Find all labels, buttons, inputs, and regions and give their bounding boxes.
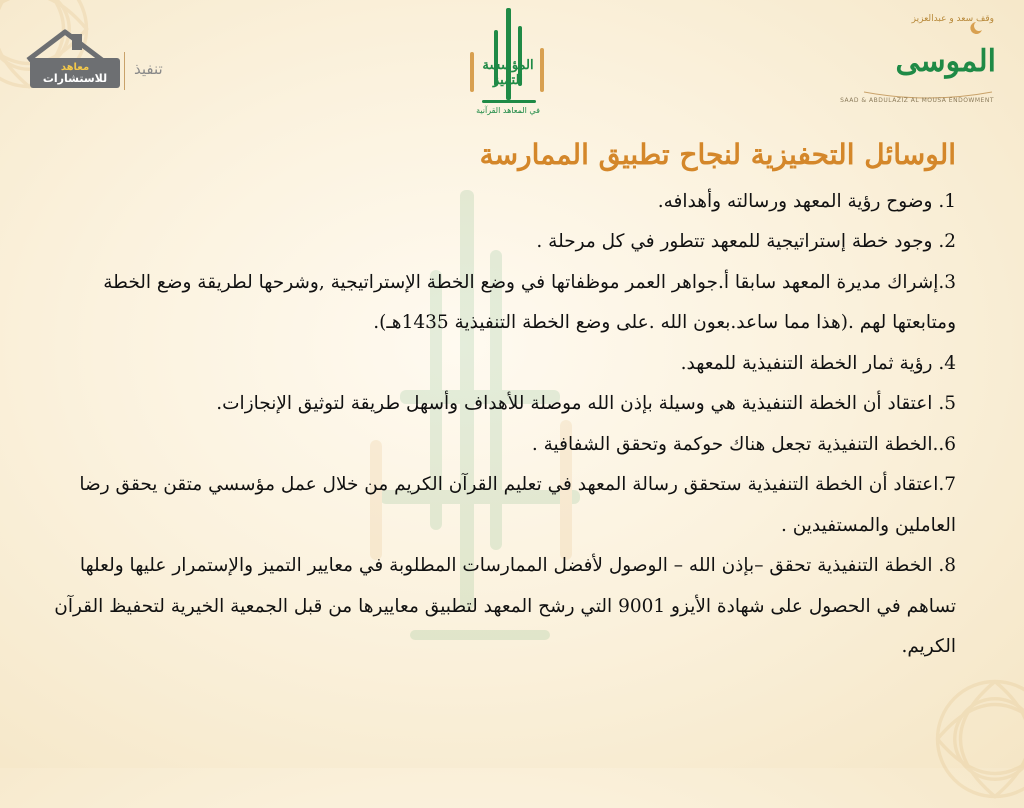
endowment-name: الموسى (896, 44, 996, 79)
list-item: 8. الخطة التنفيذية تحقق –بإذن الله – الوصول لأفضل الممارسات المطلوبة في معايير التميز والإستمرار عليها ولعلها تساهم في الحصول على شهادة الأيزو 9001 التي رشح المعهد لتطبيق معاييرها من قبل الجمعية الخيرية لتحفيظ القرآن الكريم. (36, 546, 956, 668)
logo-tagline: تنفيذ (134, 60, 163, 78)
award-name (468, 58, 548, 88)
list-item: 2. وجود خطة إستراتيجية للمعهد تتطور في كل مرحلة . (36, 222, 956, 263)
slide-content (36, 136, 956, 668)
award-name-line1: المؤسسة (482, 58, 533, 73)
endowment-latin-name: SAAD & ABDULAZIZ AL MOUSA ENDOWMENT (840, 97, 994, 104)
logo-divider (124, 52, 125, 90)
list-item: 1. وضوح رؤية المعهد ورسالته وأهدافه. (36, 182, 956, 223)
brand-line1: معاهد (61, 63, 89, 73)
list-item: 7.اعتقاد أن الخطة التنفيذية ستحقق رسالة المعهد في تعليم القرآن الكريم من خلال عمل مؤسسي متقن يحقق رضا العاملين والمستفيدين . (36, 465, 956, 546)
list-item: 6..الخطة التنفيذية تجعل هناك حوكمة وتحقق الشفافية . (36, 425, 956, 466)
slide-title: الوسائل التحفيزية لنجاح تطبيق الممارسة (36, 136, 956, 174)
list-item: 3.إشراك مديرة المعهد سابقا أ.جواهر العمر موظفاتها في وضع الخطة الإستراتيجية ,وشرحها لطريقة وضع الخطة ومتابعتها لهم .(هذا مما ساعد.بعون الله .على وضع الخطة التنفيذية 1435هـ). (36, 263, 956, 344)
award-subtitle: في المعاهد القرآنية (466, 106, 550, 115)
list-item: 5. اعتقاد أن الخطة التنفيذية هي وسيلة بإذن الله موصلة للأهداف وأسهل طريقة لتوثيق الإنجازات. (36, 384, 956, 425)
list-item: 4. رؤية ثمار الخطة التنفيذية للمعهد. (36, 344, 956, 385)
award-name-line2: التميز (493, 73, 523, 88)
brand-line2: للاستشارات (43, 73, 107, 84)
consulting-brand-plate (30, 58, 120, 88)
endowment-waqf-text: وقف سعد و عبدالعزيز (912, 14, 994, 24)
motivation-list (36, 182, 956, 668)
